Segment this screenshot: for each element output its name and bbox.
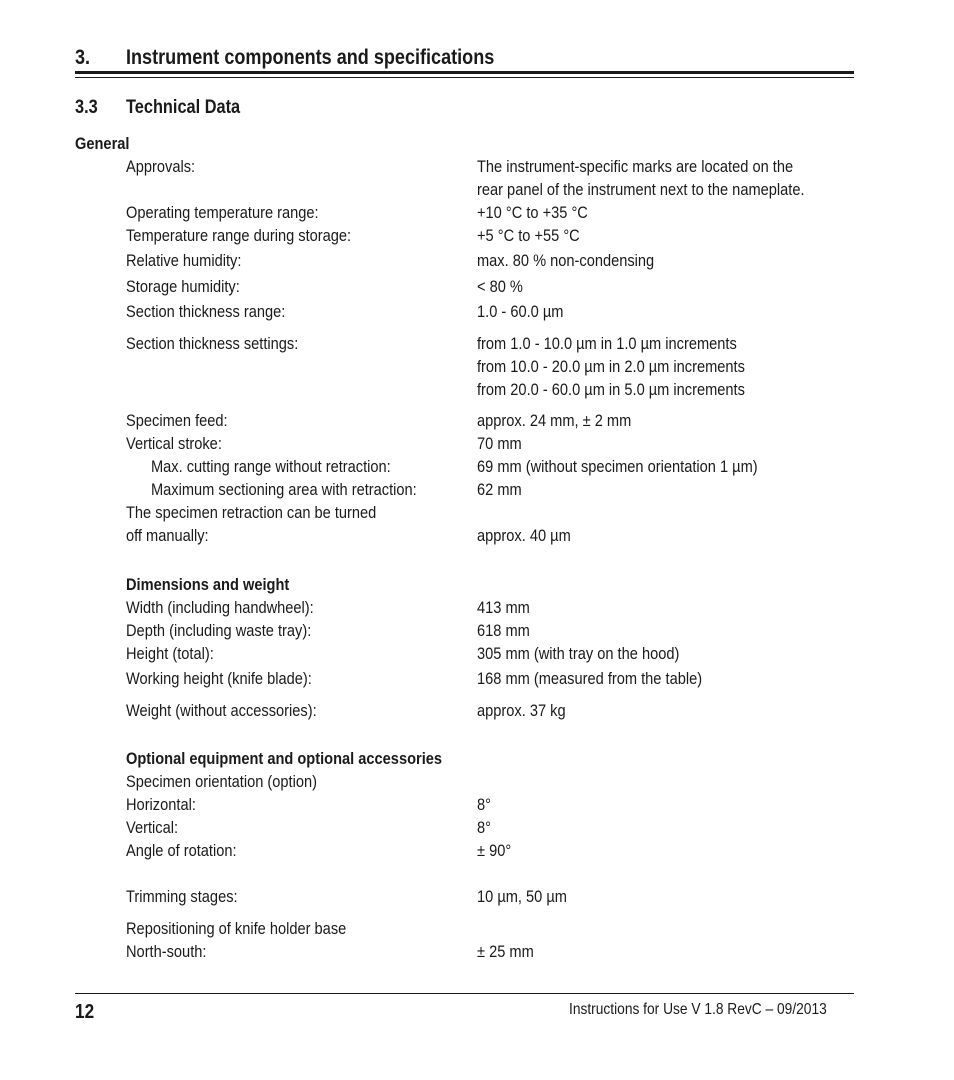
height-label: Height (total):	[126, 644, 214, 663]
thickness-range-value: 1.0 - 60.0 µm	[477, 302, 564, 321]
storage-humidity-value: < 80 %	[477, 277, 523, 296]
retraction-label-line1: The specimen retraction can be turned	[126, 503, 377, 522]
max-cutting-value: 69 mm (without specimen orientation 1 µm)	[477, 457, 758, 476]
storage-temp-value: +5 °C to +55 °C	[477, 226, 580, 245]
header-rule-thick	[75, 71, 854, 74]
chapter-number: 3.	[75, 46, 91, 69]
dimensions-heading: Dimensions and weight	[126, 575, 290, 594]
weight-label: Weight (without accessories):	[126, 701, 317, 720]
storage-humidity-label: Storage humidity:	[126, 277, 240, 296]
repositioning-label: Repositioning of knife holder base	[126, 919, 347, 938]
specimen-feed-value: approx. 24 mm, ± 2 mm	[477, 411, 632, 430]
horizontal-value: 8°	[477, 795, 491, 814]
thickness-settings-label: Section thickness settings:	[126, 334, 299, 353]
retraction-label-line2: off manually:	[126, 526, 209, 545]
trimming-label: Trimming stages:	[126, 887, 238, 906]
rel-humidity-value: max. 80 % non-condensing	[477, 251, 655, 270]
general-heading: General	[75, 134, 130, 153]
horizontal-label: Horizontal:	[126, 795, 196, 814]
trimming-value: 10 µm, 50 µm	[477, 887, 567, 906]
chapter-title: Instrument components and specifications	[126, 46, 495, 69]
vertical-stroke-label: Vertical stroke:	[126, 434, 222, 453]
depth-label: Depth (including waste tray):	[126, 621, 312, 640]
page-number: 12	[75, 1001, 95, 1023]
approvals-label: Approvals:	[126, 157, 196, 176]
op-temp-value: +10 °C to +35 °C	[477, 203, 588, 222]
north-south-value: ± 25 mm	[477, 942, 534, 961]
header-rule-thin	[75, 77, 854, 78]
rotation-value: ± 90°	[477, 841, 512, 860]
vertical-label: Vertical:	[126, 818, 179, 837]
thickness-settings-line3: from 20.0 - 60.0 µm in 5.0 µm increments	[477, 380, 745, 399]
width-label: Width (including handwheel):	[126, 598, 314, 617]
working-height-value: 168 mm (measured from the table)	[477, 669, 703, 688]
max-sectioning-label: Maximum sectioning area with retraction:	[151, 480, 417, 499]
max-cutting-label: Max. cutting range without retraction:	[151, 457, 391, 476]
op-temp-label: Operating temperature range:	[126, 203, 319, 222]
north-south-label: North-south:	[126, 942, 207, 961]
weight-value: approx. 37 kg	[477, 701, 566, 720]
storage-temp-label: Temperature range during storage:	[126, 226, 352, 245]
footer-rule	[75, 993, 854, 994]
working-height-label: Working height (knife blade):	[126, 669, 312, 688]
optional-heading: Optional equipment and optional accessories	[126, 749, 443, 768]
orientation-label: Specimen orientation (option)	[126, 772, 317, 791]
retraction-value: approx. 40 µm	[477, 526, 571, 545]
specimen-feed-label: Specimen feed:	[126, 411, 228, 430]
approvals-value-line2: rear panel of the instrument next to the nameplate.	[477, 180, 805, 199]
approvals-value-line1: The instrument-specific marks are located on the	[477, 157, 794, 176]
thickness-settings-line2: from 10.0 - 20.0 µm in 2.0 µm increments	[477, 357, 745, 376]
width-value: 413 mm	[477, 598, 530, 617]
rel-humidity-label: Relative humidity:	[126, 251, 242, 270]
rotation-label: Angle of rotation:	[126, 841, 237, 860]
depth-value: 618 mm	[477, 621, 530, 640]
doc-info: Instructions for Use V 1.8 RevC – 09/2013	[569, 1001, 827, 1018]
section-number: 3.3	[75, 97, 98, 118]
vertical-value: 8°	[477, 818, 491, 837]
max-sectioning-value: 62 mm	[477, 480, 522, 499]
vertical-stroke-value: 70 mm	[477, 434, 522, 453]
thickness-settings-line1: from 1.0 - 10.0 µm in 1.0 µm increments	[477, 334, 737, 353]
section-title: Technical Data	[126, 97, 241, 118]
height-value: 305 mm (with tray on the hood)	[477, 644, 680, 663]
thickness-range-label: Section thickness range:	[126, 302, 286, 321]
